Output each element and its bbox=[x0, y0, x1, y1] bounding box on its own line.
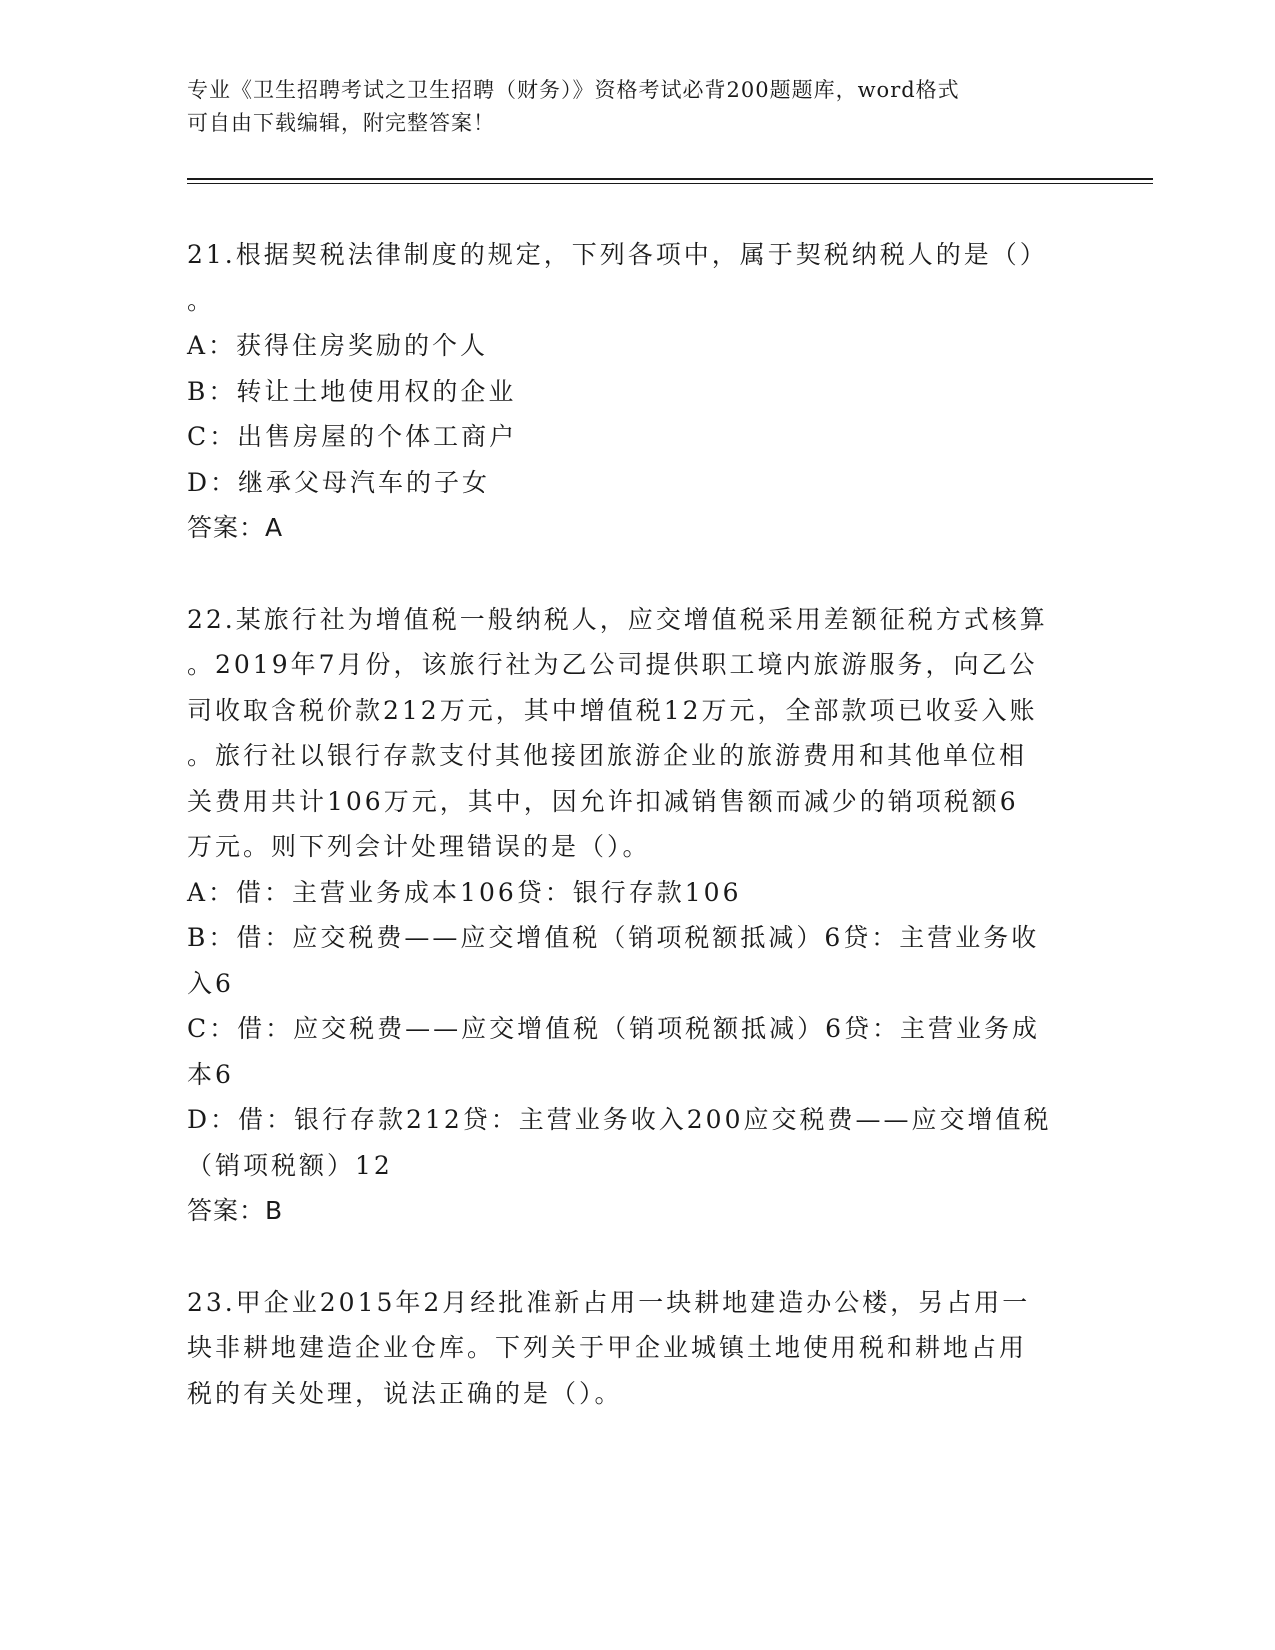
question-stem-line: 关费用共计106万元，其中，因允许扣减销售额而减少的销项税额6 bbox=[187, 786, 1019, 816]
document-header bbox=[187, 74, 1067, 140]
question-stem-line: 司收取含税价款212万元，其中增值税12万元，全部款项已收妥入账 bbox=[187, 695, 1038, 725]
answer: 答案：B bbox=[187, 1196, 284, 1225]
option-d-continued: （销项税额）12 bbox=[187, 1150, 393, 1180]
question-stem-line: 税的有关处理，说法正确的是（）。 bbox=[187, 1378, 623, 1408]
option-b-continued: 入6 bbox=[187, 968, 234, 998]
option-c: C：借：应交税费——应交增值税（销项税额抵减）6贷：主营业务成 bbox=[187, 1014, 1041, 1043]
question-stem-line: 。旅行社以银行存款支付其他接团旅游企业的旅游费用和其他单位相 bbox=[187, 741, 1028, 770]
question-23 bbox=[187, 1280, 1077, 1417]
option-d: D：借：银行存款212贷：主营业务收入200应交税费——应交增值税 bbox=[187, 1105, 1052, 1134]
option-b: B：转让土地使用权的企业 bbox=[187, 376, 517, 406]
question-stem-line: 22.某旅行社为增值税一般纳税人，应交增值税采用差额征税方式核算 bbox=[187, 604, 1048, 634]
question-21 bbox=[187, 232, 1077, 551]
header-line-1: 专业《卫生招聘考试之卫生招聘（财务）》资格考试必背200题题库，word格式 bbox=[187, 78, 960, 102]
header-divider-thick bbox=[187, 178, 1153, 180]
question-stem-line: 块非耕地建造企业仓库。下列关于甲企业城镇土地使用税和耕地占用 bbox=[187, 1333, 1028, 1362]
header-divider-thin bbox=[187, 183, 1153, 184]
question-stem-line: 。2019年7月份，该旅行社为乙公司提供职工境内旅游服务，向乙公 bbox=[187, 650, 1038, 679]
option-b: B：借：应交税费——应交增值税（销项税额抵减）6贷：主营业务收 bbox=[187, 923, 1040, 952]
option-a: A：借：主营业务成本106贷：银行存款106 bbox=[187, 877, 742, 907]
question-stem-line: 。 bbox=[187, 285, 216, 315]
option-d: D：继承父母汽车的子女 bbox=[187, 467, 491, 497]
question-stem-line: 23.甲企业2015年2月经批准新占用一块耕地建造办公楼，另占用一 bbox=[187, 1287, 1031, 1317]
header-line-2: 可自由下载编辑，附完整答案！ bbox=[187, 111, 495, 135]
option-c: C：出售房屋的个体工商户 bbox=[187, 422, 518, 451]
question-stem-line: 21.根据契税法律制度的规定，下列各项中，属于契税纳税人的是（） bbox=[187, 240, 1048, 269]
option-a: A：获得住房奖励的个人 bbox=[187, 331, 489, 360]
question-list bbox=[187, 232, 1077, 1462]
question-stem-line: 万元。则下列会计处理错误的是（）。 bbox=[187, 832, 651, 861]
option-c-continued: 本6 bbox=[187, 1059, 234, 1089]
question-22 bbox=[187, 597, 1077, 1234]
answer: 答案：A bbox=[187, 513, 284, 542]
